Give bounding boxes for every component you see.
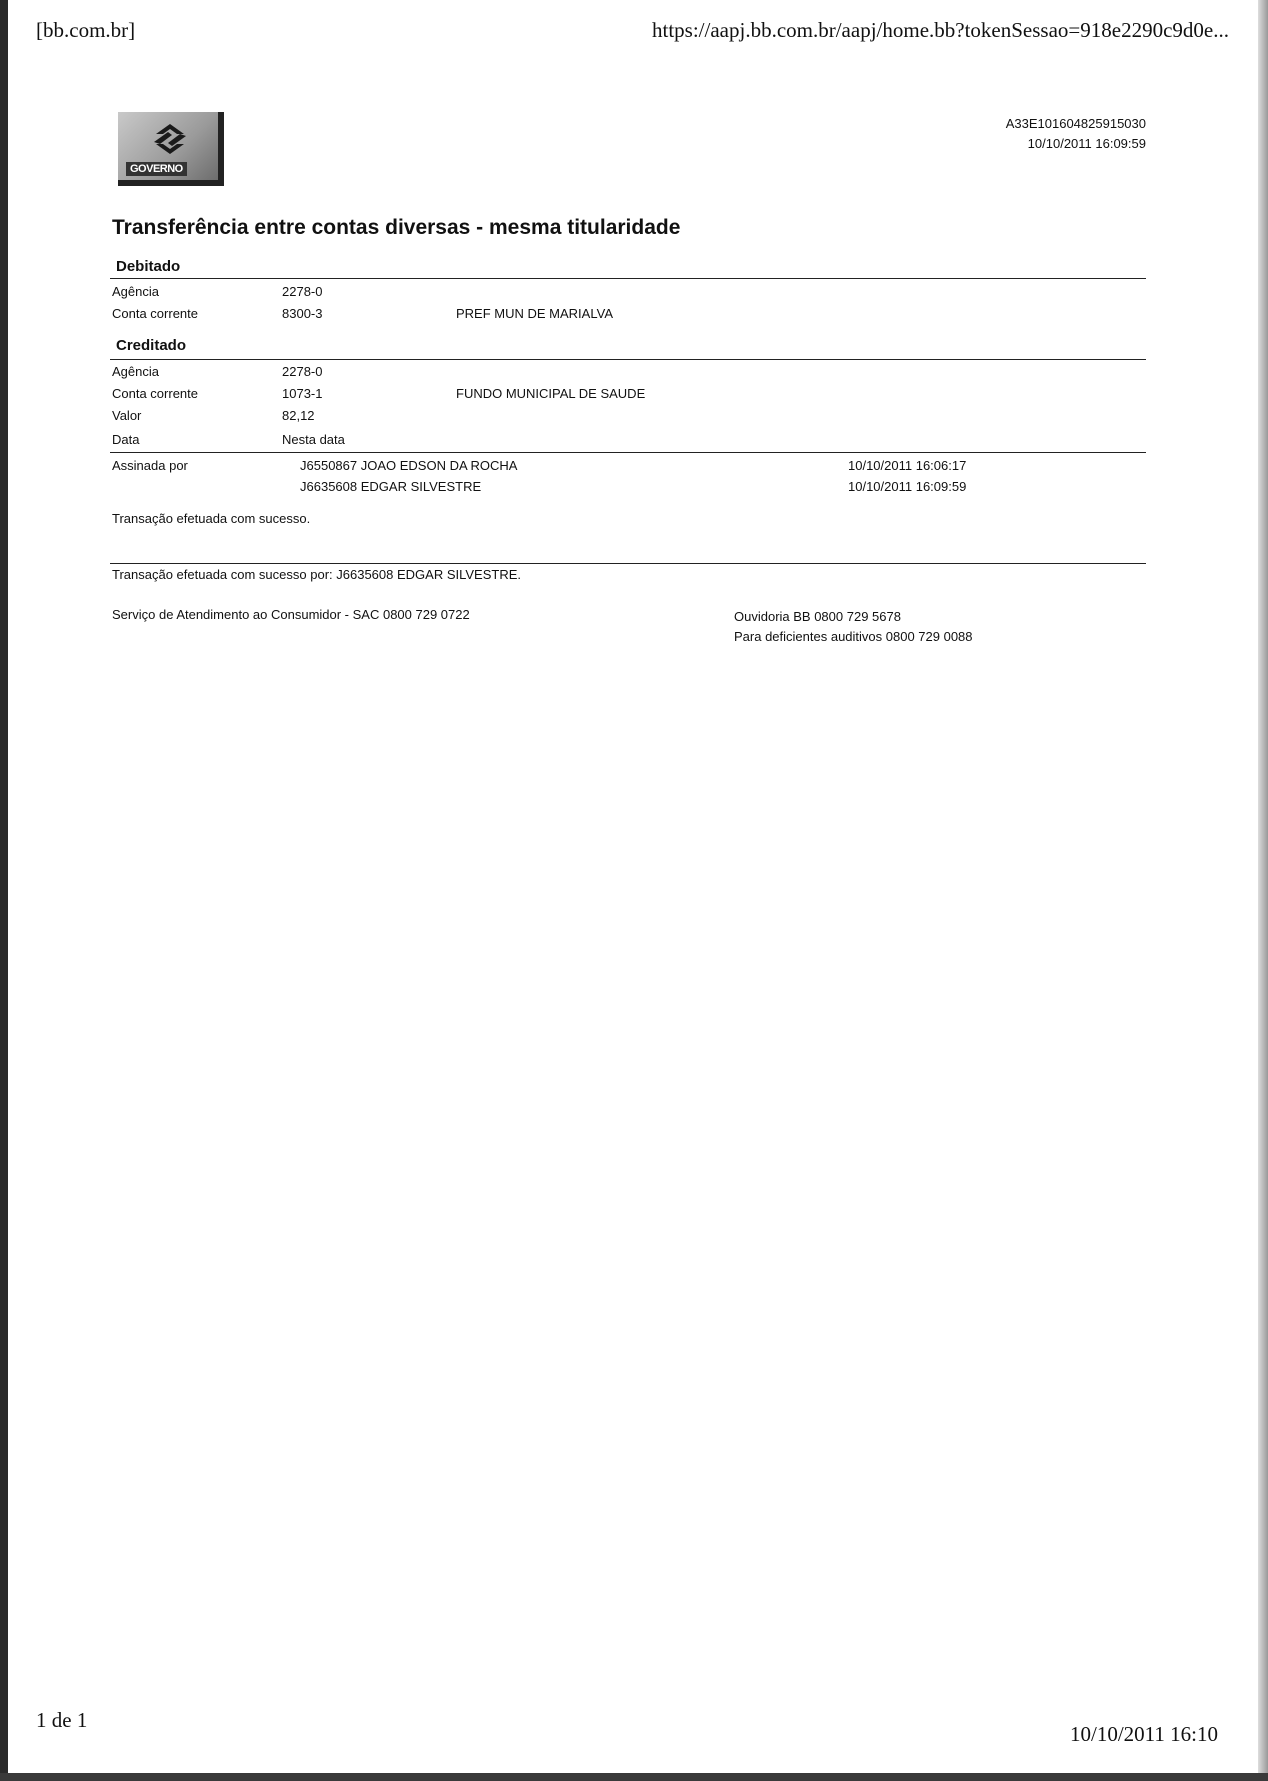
divider [110, 278, 1146, 279]
field-label: Valor [112, 408, 142, 423]
field-value: 2278-0 [282, 364, 323, 379]
signer-name: J6550867 JOAO EDSON DA ROCHA [300, 458, 518, 473]
account-holder: PREF MUN DE MARIALVA [456, 306, 613, 321]
debitado-conta-row [0, 306, 1268, 326]
ombudsman-contacts [734, 607, 973, 647]
transfer-amount: 82,12 [282, 408, 315, 423]
field-label: Agência [112, 364, 159, 379]
print-footer-page: 1 de 1 [36, 1708, 88, 1732]
debitado-agencia-row [0, 284, 1268, 304]
transfer-date: Nesta data [282, 432, 345, 447]
document-meta [1006, 114, 1146, 154]
logo-label: GOVERNO [126, 162, 187, 176]
print-footer-datetime: 10/10/2011 16:10 [1070, 1722, 1218, 1746]
field-value: 1073-1 [282, 386, 323, 401]
status-message-by: Transação efetuada com sucesso por: J6635608 EDGAR SILVESTRE. [112, 567, 521, 582]
ouvidoria-contact: Ouvidoria BB 0800 729 5678 [734, 609, 901, 624]
field-value: 2278-0 [282, 284, 323, 299]
scan-edge-right [1258, 0, 1268, 1781]
sac-contact: Serviço de Atendimento ao Consumidor - SAC 0800 729 0722 [112, 607, 470, 622]
document-timestamp: 10/10/2011 16:09:59 [1027, 136, 1146, 151]
divider [110, 563, 1146, 564]
signer-time: 10/10/2011 16:06:17 [848, 458, 967, 473]
status-message: Transação efetuada com sucesso. [112, 511, 311, 526]
field-label: Assinada por [112, 458, 188, 473]
creditado-conta-row [0, 386, 1268, 406]
document-id: A33E101604825915030 [1005, 116, 1146, 131]
signer-time: 10/10/2011 16:09:59 [848, 479, 967, 494]
signer-name: J6635608 EDGAR SILVESTRE [300, 479, 482, 494]
signer-row [0, 458, 1268, 478]
section-debitado-heading: Debitado [116, 258, 181, 275]
scan-edge-bottom [0, 1773, 1268, 1781]
divider [110, 452, 1146, 453]
field-value: 8300-3 [282, 306, 323, 321]
scan-edge-left [0, 0, 8, 1781]
divider [110, 359, 1146, 360]
page-title: Transferência entre contas diversas - mesma titularidade [112, 216, 681, 239]
bank-logo [118, 112, 224, 186]
field-label: Agência [112, 284, 159, 299]
account-holder: FUNDO MUNICIPAL DE SAUDE [456, 386, 646, 401]
print-header-url: https://aapj.bb.com.br/aapj/home.bb?tokenSessao=918e2290c9d0e... [652, 18, 1229, 42]
creditado-agencia-row [0, 364, 1268, 384]
section-creditado-heading: Creditado [116, 337, 187, 354]
field-label: Conta corrente [112, 386, 198, 401]
field-label: Conta corrente [112, 306, 198, 321]
hearing-impaired-contact: Para deficientes auditivos 0800 729 0088 [734, 629, 973, 644]
field-label: Data [112, 432, 140, 447]
signer-row [0, 479, 1268, 499]
print-header-site: [bb.com.br] [36, 18, 136, 42]
valor-row [0, 408, 1268, 428]
bb-logo-icon [150, 120, 190, 158]
data-row [0, 432, 1268, 452]
